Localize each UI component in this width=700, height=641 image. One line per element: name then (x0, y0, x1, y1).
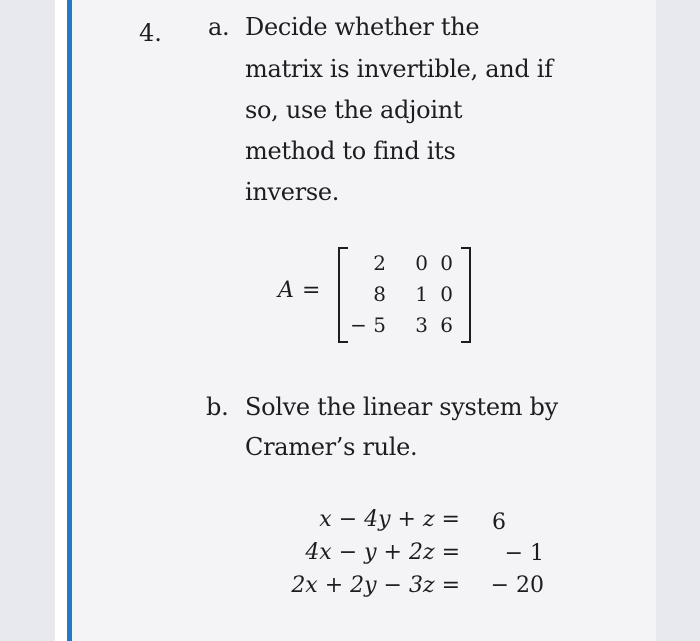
matrix-cell: 2 (373, 251, 386, 275)
part-a-line: matrix is invertible, and if (245, 55, 553, 83)
part-a-line: so, use the adjoint (245, 96, 463, 124)
equation-lhs: x − 4y + z = (319, 507, 460, 532)
matrix-cell: − 5 (350, 313, 386, 337)
equation-lhs: 2x + 2y − 3z = (291, 573, 460, 598)
matrix-cell: 8 (373, 282, 386, 306)
right-gutter (656, 0, 700, 641)
problem-number: 4. (139, 19, 162, 47)
matrix-cell: 3 (415, 313, 428, 337)
part-a-line: method to find its (245, 137, 456, 165)
part-a-label: a. (208, 13, 230, 41)
matrix-right-bracket (461, 247, 471, 343)
equation-rhs: 6 (492, 510, 506, 535)
matrix-cell: 0 (440, 251, 453, 275)
matrix-name: A (278, 278, 294, 303)
equation-rhs: − 1 (504, 541, 544, 566)
part-a-line: Decide whether the (245, 13, 480, 41)
matrix-cell: 0 (440, 282, 453, 306)
matrix-equals: = (302, 278, 321, 303)
matrix-cell: 0 (415, 251, 428, 275)
matrix-cell: 1 (415, 282, 428, 306)
equation-lhs: 4x − y + 2z = (305, 540, 460, 565)
part-b-label: b. (206, 393, 229, 421)
part-b-line: Solve the linear system by (245, 393, 558, 421)
part-b-line: Cramer’s rule. (245, 433, 418, 461)
left-gutter (0, 0, 55, 641)
equation-rhs: − 20 (490, 573, 544, 598)
matrix-cell: 6 (440, 313, 453, 337)
part-a-line: inverse. (245, 178, 340, 206)
